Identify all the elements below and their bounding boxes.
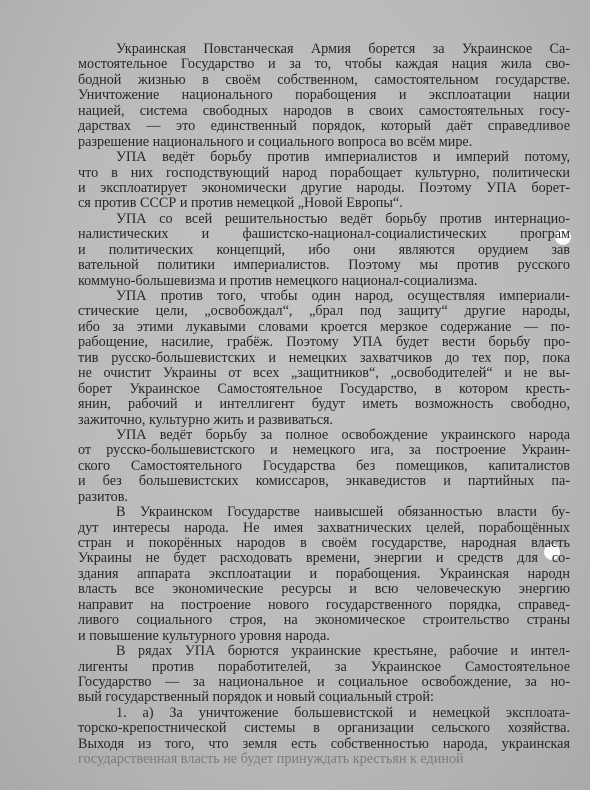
text-line: и без большевистских комиссаров, энкаведистов и партийных па- bbox=[78, 473, 570, 490]
text-line: и политических концепций, ибо они являются орудием зав bbox=[78, 241, 570, 258]
text-line: от русско-большевистского и немецкого ига, за построение Украин- bbox=[78, 442, 570, 459]
text-line: ся против СССР и против немецкой „Новой Европы“. bbox=[78, 195, 403, 212]
text-line: коммуно-большевизма и против немецкого национал-социализма. bbox=[78, 272, 478, 289]
text-line: не очистит Украины от всех „защитников“, „освободителей“ и не вы- bbox=[78, 365, 570, 382]
text-line: В рядах УПА борются украинские крестьяне, рабочие и интел- bbox=[116, 643, 570, 660]
text-line: Выходя из того, что земля есть собственностью народа, украинская bbox=[78, 735, 570, 752]
text-line: рабощение, насилие, грабёж. Поэтому УПА будет вести борьбу про- bbox=[78, 334, 570, 351]
text-line: тив русско-большевистских и немецких захватчиков до тех пор, пока bbox=[78, 349, 570, 366]
text-line: УПА против того, чтобы один народ, осуществляя империали- bbox=[116, 288, 570, 304]
text-line: Украины не будет расходовать времени, энергии и средств для со- bbox=[78, 550, 570, 567]
document-body bbox=[78, 42, 570, 768]
text-line: здания аппарата эксплоатации и порабощения. Украинская народн bbox=[78, 565, 570, 582]
text-line: УПА со всей решительностью ведёт борьбу против интернацио- bbox=[116, 210, 570, 227]
text-line: государственная власть не будет принуждать крестьян к единой bbox=[78, 751, 464, 768]
text-line: власть все экономические ресурсы и всю человеческую энергию bbox=[78, 581, 570, 598]
text-line: ского Самостоятельного Государства без помещиков, капиталистов bbox=[78, 457, 570, 474]
text-line: нацией, система свободных народов в своих самостоятельных госу- bbox=[78, 102, 570, 119]
text-line: ибо за этими лукавыми словами кроется мерзкое содержание — по- bbox=[78, 318, 570, 335]
text-line: торско-крепостнической системы в организации сельского хозяйства. bbox=[78, 720, 570, 737]
text-line: разитов. bbox=[78, 488, 128, 505]
text-line: дарствах — это единственный порядок, который даёт справедливое bbox=[78, 118, 570, 135]
text-line: вый государственный порядок и новый социальный строй: bbox=[78, 689, 434, 706]
text-line: налистических и фашистско-национал-социалистических програм bbox=[78, 226, 570, 243]
text-line: и повышение культурного уровня народа. bbox=[78, 627, 330, 644]
text-line: УПА ведёт борьбу против империалистов и империй потому, bbox=[116, 149, 570, 166]
text-line: лигенты против поработителей, за Украинское Самостоятельное bbox=[78, 658, 570, 675]
text-line: Государство — за национальное и социальное освобождение, за но- bbox=[78, 673, 570, 690]
text-line: разрешение национального и социального вопроса во всём мире. bbox=[78, 133, 473, 150]
text-line: ливого социального строя, на экономическое строительство страны bbox=[78, 612, 570, 629]
text-line: УПА ведёт борьбу за полное освобождение украинского народа bbox=[116, 426, 570, 443]
text-line: зажиточно, культурно жить и развиваться. bbox=[78, 411, 334, 428]
text-line: янин, рабочий и интеллигент будут иметь возможность свободно, bbox=[78, 396, 570, 413]
text-line: дут интересы народа. Не имея захватнических целей, порабощённых bbox=[78, 519, 570, 536]
text-line: 1. а) За уничтожение большевистской и немецкой эксплоата- bbox=[116, 704, 570, 721]
text-line: и эксплоатирует экономически другие народы. Поэтому УПА борет- bbox=[78, 179, 570, 196]
text-line: стран и покорённых народов в своём государстве, народная власть bbox=[78, 535, 570, 551]
text-line: Уничтожение национального порабощения и эксплоатации нации bbox=[78, 87, 570, 104]
text-line: В Украинском Государстве наивысшей обязанностью власти бу- bbox=[116, 504, 570, 521]
text-line: бодной жизнью в своём собственном, самостоятельном государстве. bbox=[78, 71, 570, 88]
text-line: мостоятельное Государство и за то, чтобы каждая нация жила сво- bbox=[78, 56, 570, 73]
text-line: Украинская Повстанческая Армия борется за Украинское Са- bbox=[116, 41, 570, 57]
text-line: что в них господствующий народ порабощает культурно, политически bbox=[78, 164, 570, 181]
text-line: вательной политики империалистов. Поэтому мы против русского bbox=[78, 257, 570, 274]
text-line: борет Украинское Самостоятельное Государство, в котором кресть- bbox=[78, 380, 570, 397]
text-line: стические цели, „освобождал“, „брал под защиту“ другие народы, bbox=[78, 303, 570, 320]
text-line: направит на построение нового государственного порядка, справед- bbox=[78, 596, 570, 613]
